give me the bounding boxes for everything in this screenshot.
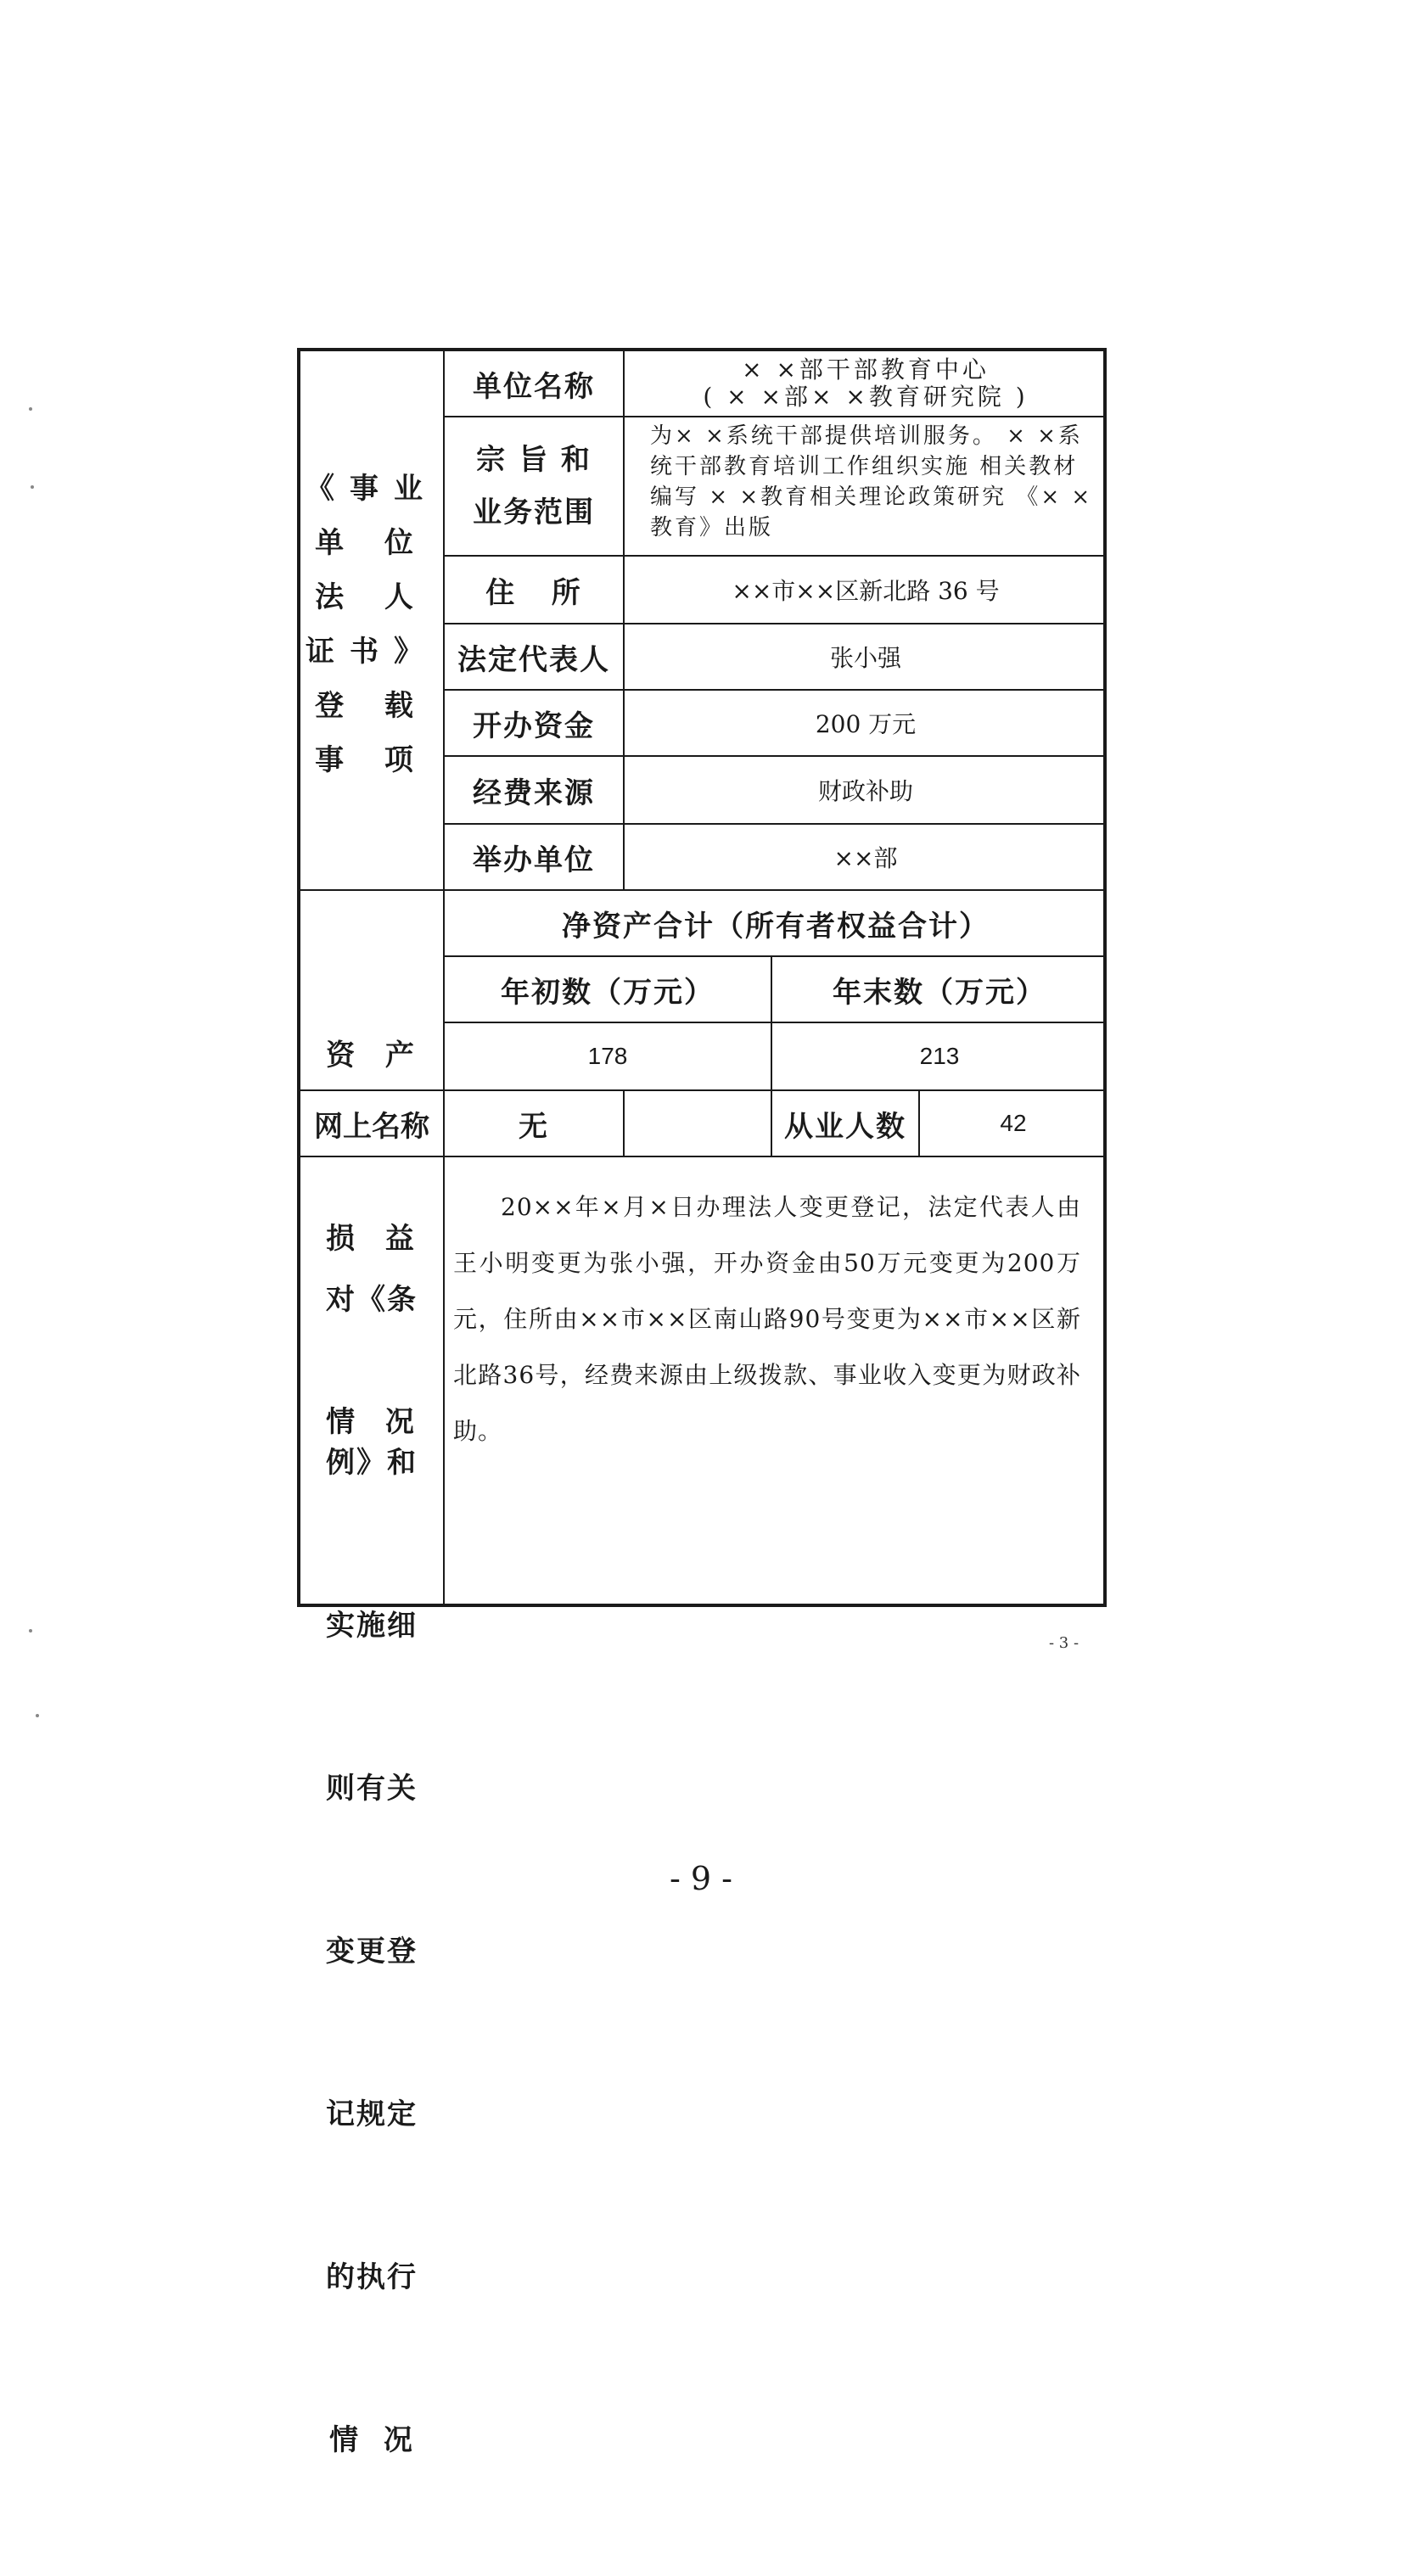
legal-rep-value: 张小强 (829, 644, 901, 672)
address-label: 住 所 (485, 575, 582, 610)
funding-value: 财政补助 (817, 777, 913, 805)
sponsor-label: 举办单位 (473, 843, 595, 877)
scan-speck (31, 485, 34, 489)
address-value: ××市××区新北路 36 号 (732, 577, 1000, 605)
begin-of-year-value: 178 (587, 1043, 628, 1069)
capital-label: 开办资金 (473, 708, 595, 743)
registration-table (297, 348, 1107, 2457)
scan-speck (36, 1714, 39, 1717)
online-name-label: 网上名称 (314, 1109, 429, 1144)
online-name-value: 无 (519, 1109, 549, 1144)
sponsor-value: ××部 (833, 844, 898, 872)
inner-page-number: - 3 - (1049, 1634, 1080, 1652)
end-of-year-value: 213 (919, 1043, 960, 1069)
funding-label: 经费来源 (473, 776, 595, 810)
scan-speck (29, 407, 32, 411)
begin-of-year-label: 年初数（万元） (501, 975, 715, 1010)
purpose-value: 为× ×系统干部提供培训服务。 × ×系统干部教育培训工作组织实施 相关教材编写 × ×教育相关理论政策研究 《× ×教育》出版 (650, 423, 1093, 540)
assets-section-label: 资 产 损 益 情 况 (326, 1039, 418, 1439)
unit-name-label: 单位名称 (473, 369, 595, 404)
certificate-section-label: 《事业 单 位 法 人 证书》 登 载 事 项 (306, 472, 438, 777)
net-assets-header: 净资产合计（所有者权益合计） (562, 909, 990, 944)
staff-count-label: 从业人数 (784, 1109, 906, 1144)
compliance-section-label: 对《条 例》和 实施细 则有关 变更登 记规定 的执行 情 况 (326, 1283, 418, 2457)
scan-speck (29, 1629, 32, 1632)
page-number: - 9 - (669, 1860, 732, 1897)
staff-count-value: 42 (1000, 1110, 1027, 1136)
unit-name-value: × ×部干部教育中心 ( × ×部× ×教育研究院 ) (703, 356, 1029, 411)
legal-rep-label: 法定代表人 (457, 642, 610, 677)
column-divider (623, 1089, 625, 1156)
purpose-label: 宗 旨 和 业务范围 (473, 443, 595, 529)
end-of-year-label: 年末数（万元） (833, 975, 1046, 1010)
capital-value: 200 万元 (815, 710, 917, 738)
compliance-text: 20××年×月×日办理法人变更登记，法定代表人由王小明变更为张小强，开办资金由50万元变更为200万元，住所由××市××区南山路90号变更为××市××区新北路36号，经费来源由上级拨款、事业收入变更为财政补助。 (453, 1193, 1081, 1445)
